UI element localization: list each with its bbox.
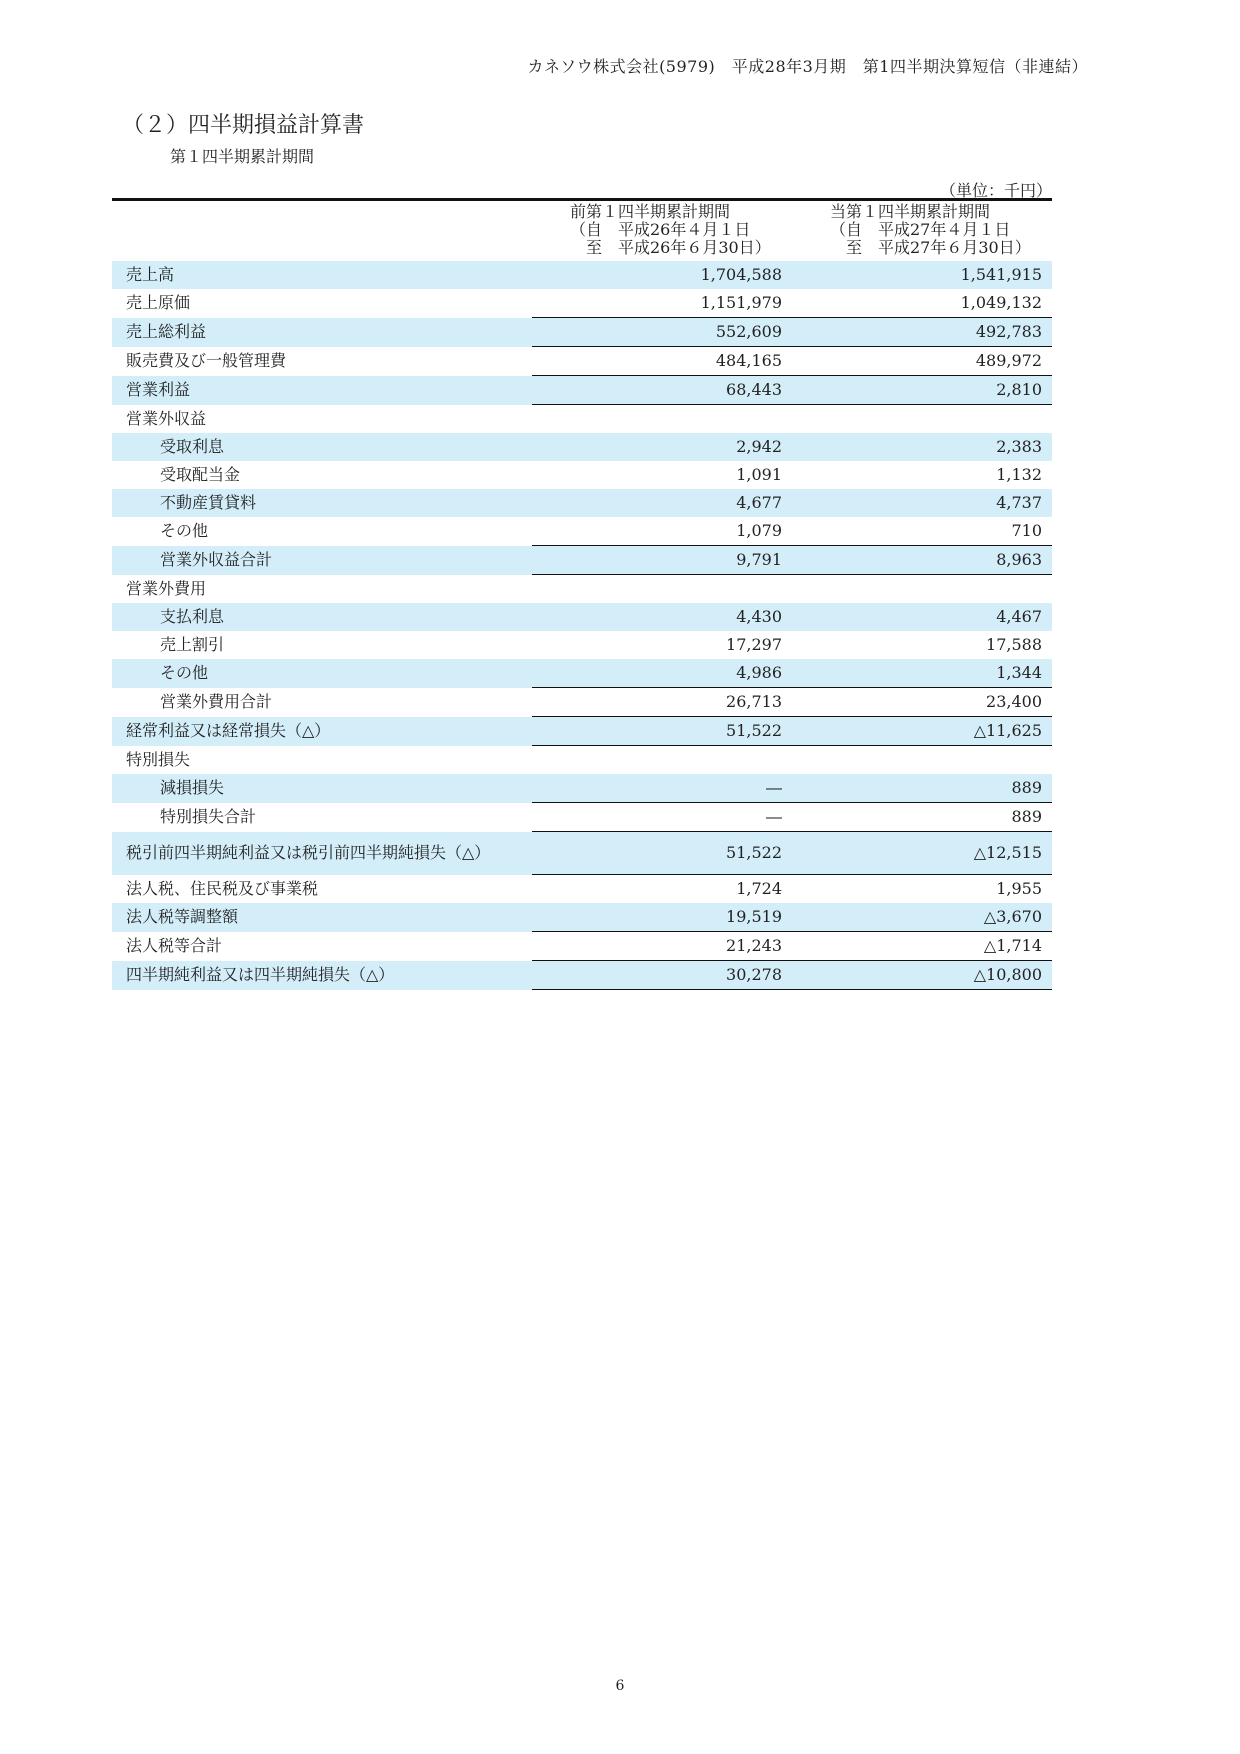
table-row <box>112 546 1052 575</box>
unit-note: （単位：千円） <box>939 181 1052 200</box>
row-label: 不動産賃貸料 <box>112 489 532 517</box>
table-header-row <box>112 200 1052 262</box>
row-label: 受取利息 <box>112 433 532 461</box>
row-label: 営業利益 <box>112 376 532 405</box>
table-row <box>112 376 1052 405</box>
row-label: その他 <box>160 521 209 541</box>
row-value-prev: 21,243 <box>532 932 792 961</box>
table-row <box>112 803 1052 832</box>
row-value-prev: 68,443 <box>532 376 792 405</box>
row-value-prev: 1,079 <box>736 521 782 540</box>
row-value-prev: 2,942 <box>532 433 792 461</box>
row-value-prev: 30,278 <box>532 961 792 990</box>
table-row <box>112 932 1052 961</box>
table-row <box>112 433 1052 461</box>
row-value-curr: 889 <box>792 803 1052 832</box>
row-value-prev: 26,713 <box>532 688 792 717</box>
row-value-prev: 4,430 <box>532 603 792 631</box>
row-label: 支払利息 <box>112 603 532 631</box>
row-label: 営業外収益 <box>126 408 207 428</box>
row-value-curr: 1,955 <box>792 875 1052 904</box>
table-row <box>112 659 1052 688</box>
row-label: 特別損失合計 <box>160 807 257 826</box>
income-statement-table <box>112 198 1052 990</box>
sub-title: 第１四半期累計期間 <box>170 147 315 166</box>
table-row <box>112 903 1052 932</box>
row-label: 受取配当金 <box>160 465 241 484</box>
row-label: 法人税、住民税及び事業税 <box>126 878 319 898</box>
row-value-curr: 889 <box>792 774 1052 803</box>
row-value-prev: 1,724 <box>532 875 792 904</box>
row-label: 販売費及び一般管理費 <box>126 351 287 370</box>
table-row <box>112 461 1052 489</box>
row-value-curr: 2,383 <box>792 433 1052 461</box>
row-value-curr <box>792 746 1052 775</box>
row-value-curr: 4,467 <box>792 603 1052 631</box>
table-row <box>112 347 1052 376</box>
header-label-cell <box>112 200 532 262</box>
row-value-prev <box>532 405 792 434</box>
row-label: 四半期純利益又は四半期純損失（△） <box>112 961 532 990</box>
row-value-prev <box>532 746 792 775</box>
row-value-prev: 51,522 <box>532 832 792 875</box>
row-value-curr: 2,810 <box>792 376 1052 405</box>
table-row <box>112 517 1052 546</box>
row-value-prev: 4,986 <box>532 659 792 688</box>
row-value-curr: 492,783 <box>792 318 1052 347</box>
row-value-curr <box>792 575 1052 604</box>
row-label: 税引前四半期純利益又は税引前四半期純損失（△） <box>112 832 532 875</box>
table-row <box>112 961 1052 990</box>
row-value-curr: 710 <box>1011 521 1042 540</box>
table-row <box>112 318 1052 347</box>
table-row <box>112 774 1052 803</box>
row-value-curr: 1,541,915 <box>792 261 1052 289</box>
row-value-prev: 9,791 <box>532 546 792 575</box>
section-title: （２）四半期損益計算書 <box>122 113 365 138</box>
row-value-prev <box>532 575 792 604</box>
row-label: 営業外収益合計 <box>112 546 532 575</box>
row-value-curr: 4,737 <box>792 489 1052 517</box>
row-value-prev: 19,519 <box>532 903 792 932</box>
row-label: 法人税等調整額 <box>112 903 532 932</box>
row-value-prev: 484,165 <box>532 347 792 376</box>
row-value-curr: 8,963 <box>792 546 1052 575</box>
column-header-curr: 当第１四半期累計期間 （自 平成27年４月１日 至 平成27年６月30日） <box>792 200 1052 262</box>
row-value-curr: 17,588 <box>986 635 1042 654</box>
row-value-curr: △12,515 <box>792 832 1052 875</box>
row-value-prev: 1,704,588 <box>532 261 792 289</box>
row-label: 売上原価 <box>126 293 191 313</box>
row-value-curr: 1,049,132 <box>960 293 1042 312</box>
table-row <box>112 631 1052 659</box>
table-row <box>112 603 1052 631</box>
row-value-curr <box>792 405 1052 434</box>
table-row <box>112 489 1052 517</box>
row-label: 減損損失 <box>112 774 532 803</box>
table-row <box>112 832 1052 875</box>
row-value-curr: △1,714 <box>792 932 1052 961</box>
row-value-prev: 51,522 <box>532 717 792 746</box>
row-value-curr: △10,800 <box>792 961 1052 990</box>
table-row <box>112 875 1052 904</box>
row-label: その他 <box>112 659 532 688</box>
row-value-curr: 489,972 <box>792 347 1052 376</box>
table-row <box>112 717 1052 746</box>
row-value-prev: 552,609 <box>532 318 792 347</box>
row-value-prev: 1,151,979 <box>700 293 782 312</box>
table-row <box>112 289 1052 318</box>
row-label: 売上高 <box>112 261 532 289</box>
page-number: 6 <box>615 1678 625 1694</box>
row-value-curr: 1,132 <box>996 465 1042 484</box>
row-value-curr: △11,625 <box>792 717 1052 746</box>
row-value-prev: 17,297 <box>726 635 782 654</box>
table-row <box>112 261 1052 289</box>
row-label: 特別損失 <box>126 749 191 769</box>
row-value-curr: △3,670 <box>792 903 1052 932</box>
row-value-prev: ― <box>532 774 792 803</box>
table-row <box>112 688 1052 717</box>
row-label: 売上総利益 <box>112 318 532 347</box>
row-label: 営業外費用 <box>126 578 207 598</box>
column-header-prev: 前第１四半期累計期間 （自 平成26年４月１日 至 平成26年６月30日） <box>532 200 792 262</box>
row-value-prev: 4,677 <box>532 489 792 517</box>
row-value-prev: 1,091 <box>736 465 782 484</box>
row-value-curr: 1,344 <box>792 659 1052 688</box>
table-row <box>112 405 1052 434</box>
document-header: カネソウ株式会社(5979) 平成28年3月期 第1四半期決算短信（非連結） <box>527 57 1088 76</box>
table-row <box>112 575 1052 604</box>
row-label: 売上割引 <box>160 635 225 654</box>
row-label: 経常利益又は経常損失（△） <box>112 717 532 746</box>
row-label: 法人税等合計 <box>126 936 223 955</box>
table-row <box>112 746 1052 775</box>
row-label: 営業外費用合計 <box>160 692 273 711</box>
row-value-prev: ― <box>532 803 792 832</box>
row-value-curr: 23,400 <box>792 688 1052 717</box>
